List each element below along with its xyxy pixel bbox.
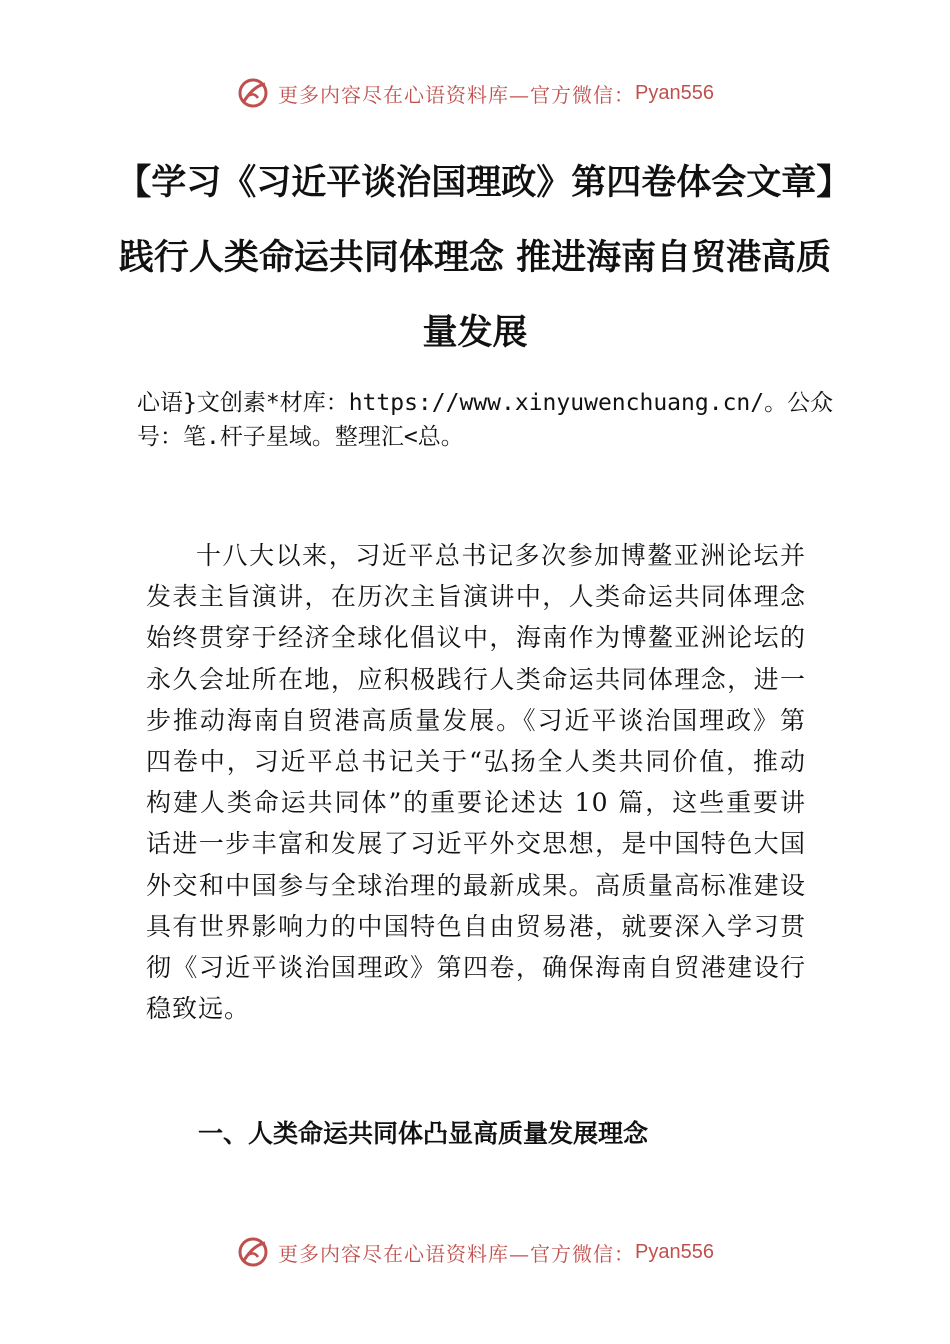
red-swirl-logo-icon	[236, 76, 270, 110]
banner-text: 更多内容尽在心语资料库—官方微信：	[278, 1241, 636, 1266]
red-swirl-logo-icon	[236, 1235, 270, 1269]
banner-text: 更多内容尽在心语资料库—官方微信：	[278, 82, 636, 107]
banner-wechat-id: Pyan556	[635, 81, 714, 104]
header-watermark-banner	[0, 68, 950, 118]
document-title: 【学习《习近平谈治国理政》第四卷体会文章】践行人类命运共同体理念 推进海南自贸港高质量发展	[116, 163, 834, 353]
section-heading: 一、人类命运共同体凸显高质量发展理念	[198, 1119, 649, 1148]
source-note: 心语}文创素*材库：https://www.xinyuwenchuang.cn/。公众号：笔.杆子星域。整理汇<总。	[137, 390, 834, 450]
footer-watermark-banner	[0, 1227, 950, 1277]
body-paragraph: 十八大以来，习近平总书记多次参加博鳌亚洲论坛并发表主旨演讲，在历次主旨演讲中，人类命运共同体理念始终贯穿于经济全球化倡议中，海南作为博鳌亚洲论坛的永久会址所在地，应积极践行人类命运共同体理念，进一步推动海南自贸港高质量发展。《习近平谈治国理政》第四卷中，习近平总书记关于“弘扬全人类共同价值，推动构建人类命运共同体”的重要论述达 10 篇，这些重要讲话进一步丰富和发展了习近平外交思想，是中国特色大国外交和中国参与全球治理的最新成果。高质量高标准建设具有世界影响力的中国特色自由贸易港，就要深入学习贯彻《习近平谈治国理政》第四卷，确保海南自贸港建设行稳致远。	[146, 541, 806, 1024]
banner-wechat-id: Pyan556	[635, 1240, 714, 1263]
